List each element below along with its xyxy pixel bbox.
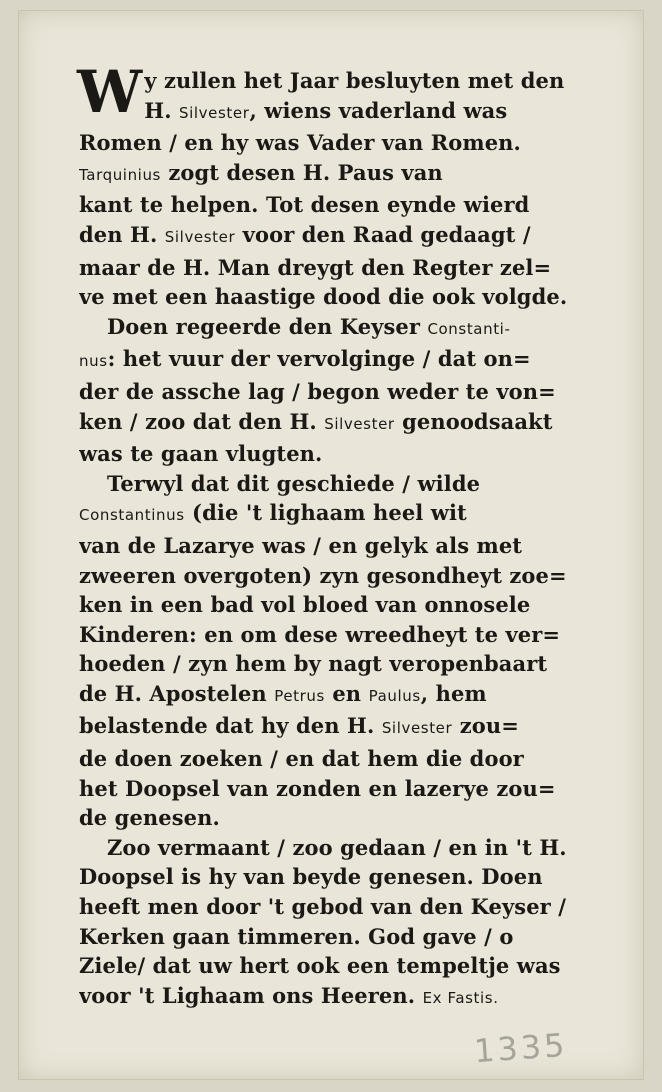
roman-name: Ex Fastis. (422, 988, 499, 1007)
blackletter-text: de doen zoeken / en dat hem die door (79, 746, 524, 772)
text-line (144, 96, 641, 129)
text-line (79, 892, 641, 922)
paper-sheet (18, 10, 644, 1080)
blackletter-text: ve met een haastige dood die ook volgde. (79, 284, 568, 310)
roman-name: Silvester (381, 719, 453, 738)
roman-name: Paulus (368, 686, 421, 705)
blackletter-text: Terwyl dat dit geschiede / wilde (107, 470, 481, 496)
text-line (79, 253, 641, 283)
blackletter-text: kant te helpen. Tot desen eynde wierd (79, 192, 530, 218)
text-line (79, 561, 641, 591)
paragraph (79, 312, 641, 469)
blackletter-text: heeft men door 't gebod van den Keyser / (79, 894, 567, 920)
roman-name: Silvester (164, 227, 236, 246)
text-line (79, 803, 641, 833)
blackletter-text: Doen regeerde den Keyser (107, 313, 428, 339)
text-line (79, 862, 641, 892)
blackletter-text: voor 't Lighaam ons Heeren. (79, 982, 423, 1008)
blackletter-text: was te gaan vlugten. (79, 441, 323, 467)
blackletter-text: en (324, 680, 369, 706)
text-line (79, 377, 641, 407)
blackletter-text: zogt desen H. Paus van (160, 159, 443, 185)
text-line (79, 190, 641, 220)
blackletter-text: ken in een bad vol bloed van onnosele (79, 592, 531, 618)
text-line (79, 531, 641, 561)
text-line (144, 66, 641, 96)
blackletter-text: genoodsaakt (394, 408, 553, 434)
text-line (79, 439, 641, 469)
blackletter-text: de genesen. (79, 805, 220, 831)
text-line (79, 711, 641, 744)
paragraph (79, 469, 641, 833)
text-line (79, 128, 641, 158)
blackletter-text: zou= (452, 713, 519, 739)
text-line (79, 498, 641, 531)
roman-name: Constanti- (427, 319, 511, 338)
blackletter-text: maar de H. Man dreygt den Regter zel= (79, 254, 552, 280)
blackletter-text: Romen / en hy was Vader van Romen. (79, 130, 521, 156)
blackletter-text: der de assche lag / begon weder te von= (79, 378, 556, 404)
text-line (79, 649, 641, 679)
text-line (79, 679, 641, 712)
roman-name: nus (79, 352, 108, 371)
blackletter-text: , hem (420, 680, 487, 706)
text-line (79, 833, 641, 863)
blackletter-text: , wiens vaderland was (249, 97, 508, 123)
text-line (79, 469, 641, 499)
drop-cap: W (77, 58, 143, 126)
text-line (79, 158, 641, 191)
text-line (79, 220, 641, 253)
blackletter-text: de H. Apostelen (79, 680, 275, 706)
roman-name: Silvester (179, 103, 250, 122)
roman-name: Silvester (324, 414, 395, 433)
pencil-inventory-number: 1335 (472, 1025, 569, 1071)
blackletter-text: : het vuur der vervolginge / dat on= (107, 346, 531, 372)
blackletter-text: Kinderen: en om dese wreedheyt te ver= (79, 621, 561, 647)
text-line (79, 590, 641, 620)
blackletter-text: ken / zoo dat den H. (79, 408, 325, 434)
text-line (79, 774, 641, 804)
text-line (79, 282, 641, 312)
blackletter-text: Kerken gaan timmeren. God gave / o (79, 923, 514, 949)
blackletter-text: belastende dat hy den H. (79, 713, 382, 739)
blackletter-text: den H. (79, 221, 165, 247)
text-line (79, 951, 641, 981)
text-line (79, 344, 641, 377)
roman-name: Constantinus (79, 506, 185, 525)
text-line (79, 981, 641, 1014)
text-line (79, 744, 641, 774)
text-line (79, 407, 641, 440)
blackletter-text: hoeden / zyn hem by nagt veropenbaart (79, 651, 548, 677)
roman-name: Petrus (274, 686, 325, 705)
blackletter-text: het Doopsel van zonden en lazerye zou= (79, 775, 556, 801)
blackletter-text: Zoo vermaant / zoo gedaan / en in 't H. (107, 834, 567, 860)
text-line (79, 312, 641, 345)
blackletter-text: H. (144, 97, 180, 123)
blackletter-text: van de Lazarye was / en gelyk als met (79, 532, 523, 558)
blackletter-text: Ziele/ dat uw hert ook een tempeltje was (79, 953, 561, 979)
blackletter-text: y zullen het Jaar besluyten met den (144, 68, 565, 93)
text-line (79, 922, 641, 952)
blackletter-text: voor den Raad gedaagt / (235, 221, 531, 247)
roman-name: Tarquinius (79, 165, 161, 184)
paragraph (79, 833, 641, 1014)
document-text (77, 58, 641, 1013)
paragraph (77, 58, 641, 312)
blackletter-text: zweeren overgoten) zyn gesondheyt zoe= (79, 562, 567, 588)
text-line (79, 620, 641, 650)
blackletter-text: Doopsel is hy van beyde genesen. Doen (79, 864, 543, 890)
blackletter-text: (die 't lighaam heel wit (184, 500, 467, 526)
